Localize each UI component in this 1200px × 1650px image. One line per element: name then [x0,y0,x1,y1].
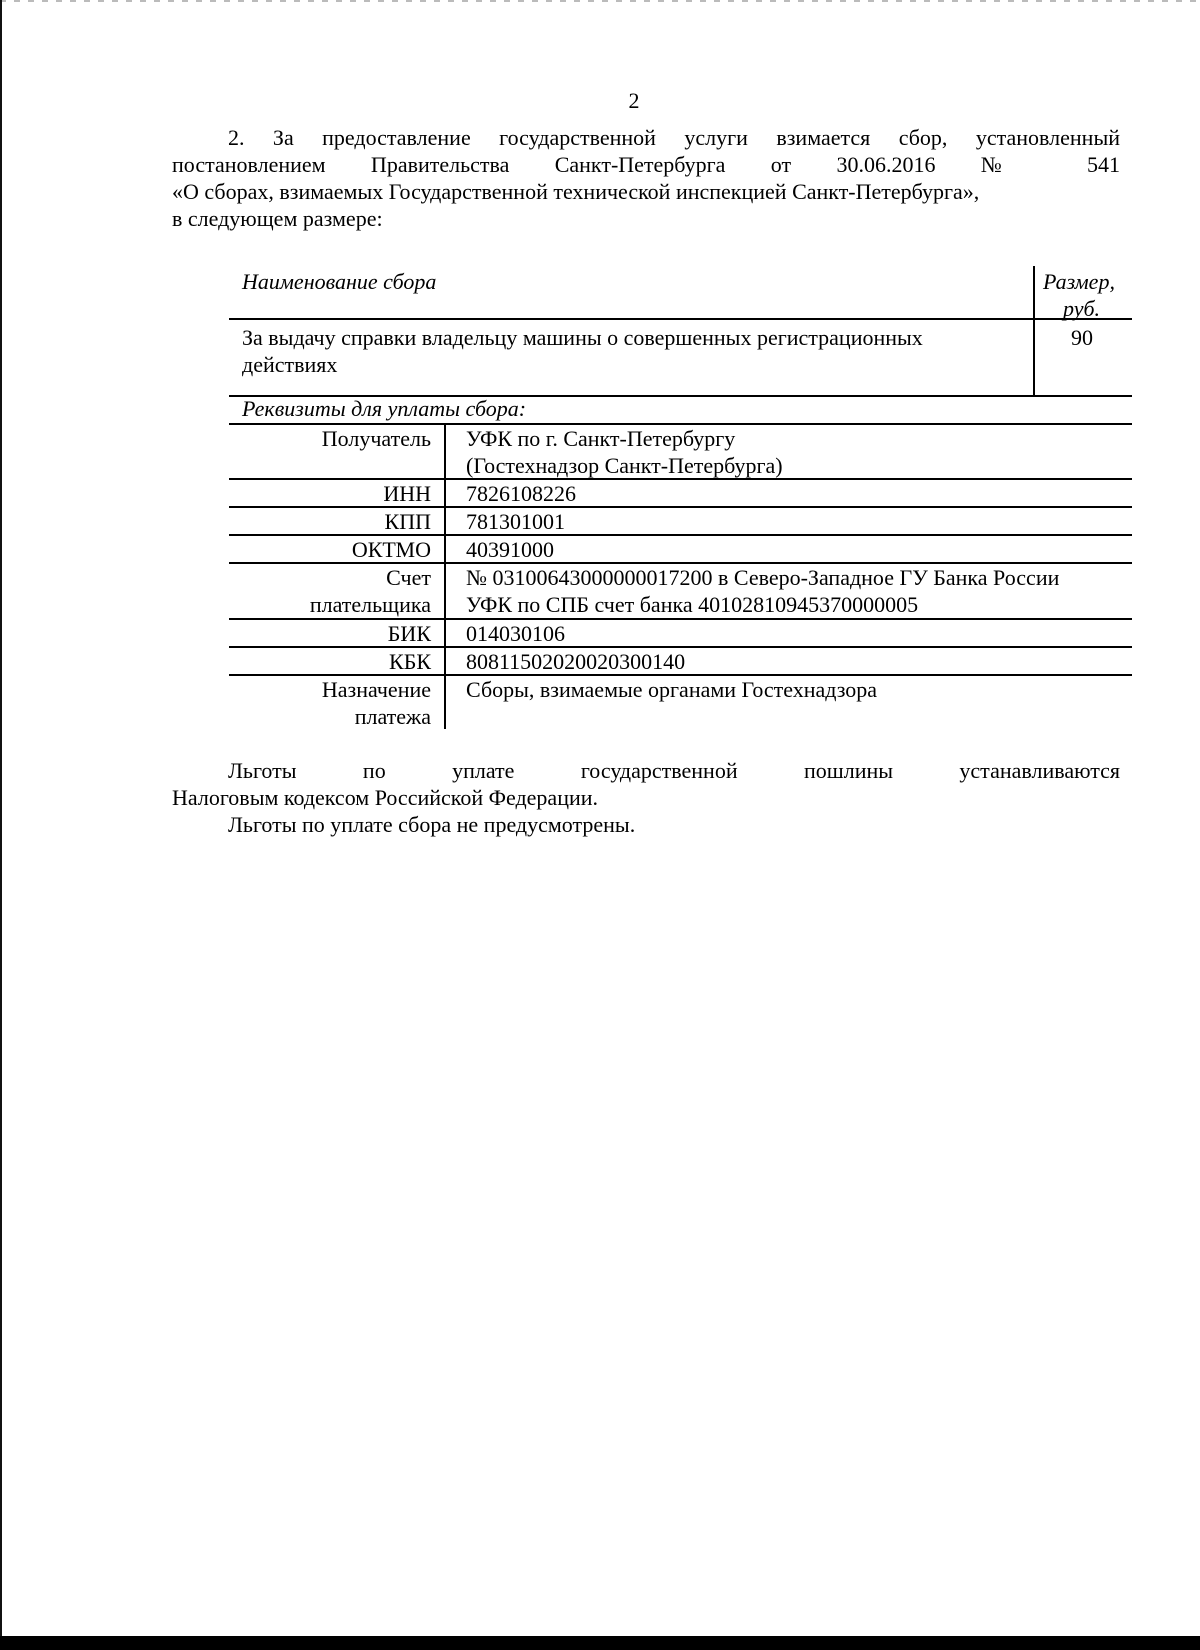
label-account-2: плательщика [309,592,431,617]
label-oktmo: ОКТМО [351,537,431,562]
scan-left-edge [0,0,2,1650]
value-bik: 014030106 [466,621,565,646]
requisites-title: Реквизиты для уплаты сбора: [242,396,527,421]
intro-line-3: «О сборах, взимаемых Государственной технической инспекцией Санкт-Петербурга», [172,179,980,204]
benefits-line-1: Льготы по уплате государственной пошлины устанавливаются [228,758,1120,783]
fee-header-size-1: Размер, [1043,269,1115,294]
intro-line-1: 2. За предоставление государственной услуги взимается сбор, установленный [228,125,1120,150]
intro-paragraph [172,124,1120,232]
fee-header-size-2: руб. [1063,296,1101,321]
label-recipient: Получатель [321,426,431,451]
label-purpose-2: платежа [354,704,431,729]
value-account-2: УФК по СПБ счет банка 40102810945370000005 [466,592,919,617]
fee-table-divider [1033,266,1035,396]
value-recipient-2: (Гостехнадзор Санкт-Петербурга) [466,453,783,478]
value-recipient-1: УФК по г. Санкт-Петербургу [466,426,736,451]
fee-row-name-1: За выдачу справки владельцу машины о совершенных регистрационных [242,325,923,350]
fee-row-value: 90 [1071,325,1093,350]
fee-row-name-2: действиях [242,352,338,377]
value-account-1: № 03100643000000017200 в Северо-Западное ГУ Банка России [466,565,1060,590]
value-kpp: 781301001 [466,509,565,534]
intro-line-4: в следующем размере: [172,206,383,231]
page-number: 2 [628,88,640,113]
label-purpose-1: Назначение [321,677,431,702]
value-inn: 7826108226 [466,481,576,506]
scan-bottom-edge [0,1636,1200,1650]
label-kbk: КБК [389,649,431,674]
fee-header-name: Наименование сбора [242,269,437,294]
label-account-1: Счет [386,565,431,590]
label-kpp: КПП [384,509,431,534]
fee-table-header-rule [229,318,1132,320]
benefits-line-2: Налоговым кодексом Российской Федерации. [172,785,599,810]
intro-line-2: постановлением Правительства Санкт-Петербурга от 30.06.2016 № 541 [172,152,1120,177]
value-kbk: 80811502020020300140 [466,649,686,674]
benefits-paragraph [172,757,1120,838]
value-purpose: Сборы, взимаемые органами Гостехнадзора [466,677,878,702]
requisites-divider [444,424,446,729]
scan-top-edge [0,0,1200,2]
label-bik: БИК [387,621,431,646]
value-oktmo: 40391000 [466,537,554,562]
label-inn: ИНН [383,481,431,506]
benefits-line-3: Льготы по уплате сбора не предусмотрены. [228,812,636,837]
